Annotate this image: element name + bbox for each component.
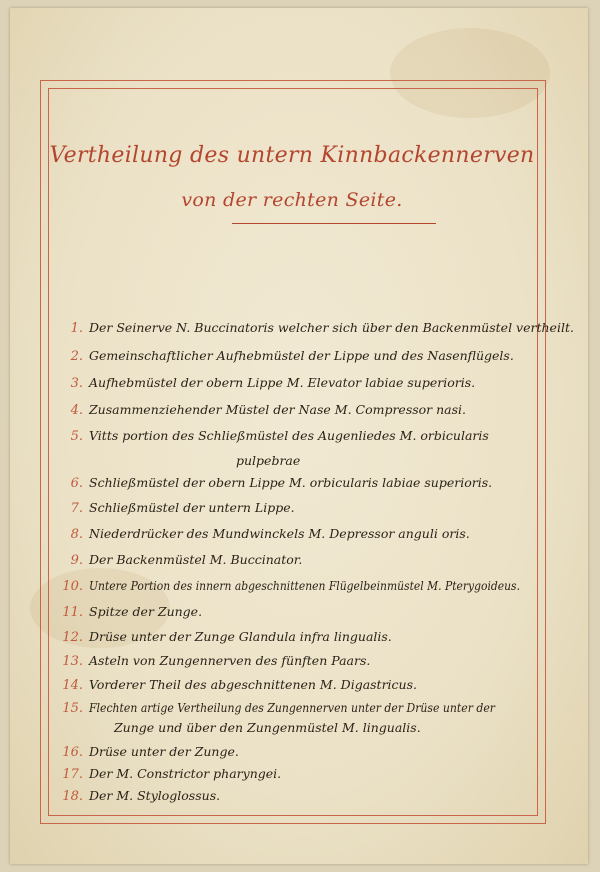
item-text: Niederdrücker des Mundwinckels M. Depressor anguli oris. xyxy=(89,526,470,541)
item-text: Vitts portion des Schließmüstel des Augenliedes M. orbicularis xyxy=(89,428,489,443)
page-subtitle: von der rechten Seite. xyxy=(181,189,403,211)
item-text: Der Seinerve N. Buccinatoris welcher sich über den Backenmüstel vertheilt. xyxy=(89,320,574,335)
item-number: 13. xyxy=(62,654,83,669)
item-number: 14. xyxy=(62,678,83,693)
list-item xyxy=(58,320,574,336)
item-number: 12. xyxy=(62,630,83,645)
list-item xyxy=(58,578,548,594)
item-text: Spitze der Zunge. xyxy=(89,604,203,619)
item-text-continuation: pulpebrae xyxy=(236,453,301,468)
item-number: 15. xyxy=(62,701,83,716)
item-text-continuation: Zunge und über den Zungenmüstel M. lingualis. xyxy=(114,720,421,735)
item-text: Schließmüstel der obern Lippe M. orbicularis labiae superioris. xyxy=(89,475,493,490)
item-number: 2. xyxy=(70,349,83,364)
item-text: Der Backenmüstel M. Buccinator. xyxy=(89,552,303,567)
list-item xyxy=(58,428,548,444)
list-item xyxy=(58,375,548,391)
manuscript-page xyxy=(10,8,588,864)
list-item xyxy=(58,500,548,516)
item-number: 1. xyxy=(70,321,83,336)
list-item xyxy=(58,788,548,804)
title-underline xyxy=(232,223,436,224)
item-text: Asteln von Zungennerven des fünften Paars. xyxy=(89,653,371,668)
list-item xyxy=(58,629,548,645)
list-item xyxy=(58,677,548,693)
item-text: Drüse unter der Zunge Glandula infra lingualis. xyxy=(89,629,392,644)
item-text: Drüse unter der Zunge. xyxy=(89,744,239,759)
item-text: Flechten artige Vertheilung des Zungennerven unter der Drüse unter der xyxy=(89,700,495,715)
item-number: 4. xyxy=(70,403,83,418)
item-number: 7. xyxy=(70,501,83,516)
list-item xyxy=(58,552,548,568)
item-number: 3. xyxy=(70,376,83,391)
item-number: 9. xyxy=(70,553,83,568)
item-text: Zusammenziehender Müstel der Nase M. Compressor nasi. xyxy=(89,402,467,417)
list-item xyxy=(58,402,548,418)
item-number: 6. xyxy=(70,476,83,491)
item-number: 17. xyxy=(62,767,83,782)
item-number: 18. xyxy=(62,789,83,804)
item-text: Der M. Constrictor pharyngei. xyxy=(89,766,282,781)
item-text: Der M. Styloglossus. xyxy=(89,788,221,803)
item-number: 5. xyxy=(70,429,83,444)
item-number: 11. xyxy=(62,605,83,620)
item-text: Untere Portion des innern abgeschnittenen Flügelbeinmüstel M. Pterygoideus. xyxy=(89,578,520,593)
list-item xyxy=(58,526,548,542)
item-number: 10. xyxy=(62,579,83,594)
item-text: Aufhebmüstel der obern Lippe M. Elevator labiae superioris. xyxy=(89,375,476,390)
item-number: 16. xyxy=(62,745,83,760)
item-number: 8. xyxy=(70,527,83,542)
list-item xyxy=(58,348,548,364)
list-item xyxy=(58,604,548,620)
item-text: Vorderer Theil des abgeschnittenen M. Digastricus. xyxy=(89,677,417,692)
list-item xyxy=(58,653,548,669)
list-item xyxy=(58,475,548,491)
list-item xyxy=(58,700,548,716)
item-text: Schließmüstel der untern Lippe. xyxy=(89,500,295,515)
page-title: Vertheilung des untern Kinnbackennerven xyxy=(49,143,535,168)
item-text: Gemeinschaftlicher Aufhebmüstel der Lippe und des Nasenflügels. xyxy=(89,348,514,363)
list-item xyxy=(58,766,548,782)
list-item xyxy=(58,744,548,760)
